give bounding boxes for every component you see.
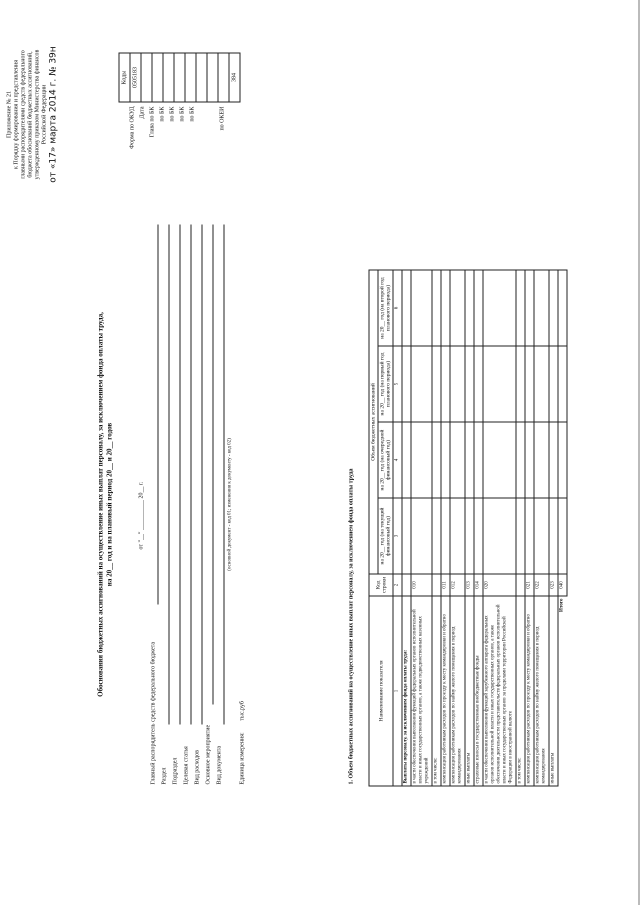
value-cell	[411, 422, 432, 498]
value-cell	[474, 346, 483, 422]
bk-label: по БК	[169, 106, 176, 122]
field-label: Подраздел	[172, 757, 179, 785]
field-label: Основное мероприятие	[205, 724, 212, 785]
value-cell	[465, 346, 474, 422]
col-number: 5	[393, 346, 402, 422]
col-header-year-1: на 20__ год (на текущий финансовый год)	[378, 498, 393, 574]
value-cell	[432, 270, 441, 346]
value-cell	[483, 422, 516, 498]
appendix-line: бюджета обоснований бюджетных ассигнований,	[27, 51, 34, 178]
row-code: 010	[411, 574, 432, 596]
value-cell	[474, 270, 483, 346]
col-number: 6	[393, 270, 402, 346]
row-name: в том числе:	[516, 596, 525, 786]
table-row	[483, 270, 516, 786]
total-row	[558, 270, 567, 786]
value-cell	[402, 270, 411, 346]
total-label: Итого	[558, 596, 567, 786]
field-row	[184, 225, 195, 785]
value-cell	[525, 498, 534, 574]
col-header-year-3: на 20__ год (на первый год планового периода)	[378, 346, 393, 422]
value-cell	[411, 498, 432, 574]
value-cell	[549, 346, 558, 422]
row-name: компенсация работникам расходов по найму жилого помещения в период командирования	[534, 596, 549, 786]
date-label: Дата	[139, 106, 146, 119]
value-cell	[483, 498, 516, 574]
value-cell	[465, 270, 474, 346]
col-header-year-2: на 20__ год (на очередной финансовый год)	[378, 422, 393, 498]
value-cell	[432, 498, 441, 574]
value-cell	[450, 270, 465, 346]
value-cell	[516, 498, 525, 574]
table-row	[474, 270, 483, 786]
value-cell	[441, 270, 450, 346]
title-line-1: Обоснования бюджетных ассигнований на осуществление иных выплат персоналу, за исключением фонда оплаты труда,	[96, 312, 105, 697]
unit-label: Единица измерения:	[239, 732, 246, 785]
appendix-line: утвержденному приказом Министерства финансов	[34, 49, 41, 180]
field-label: Главный распорядитель средств федерального бюджета	[150, 642, 157, 785]
row-code: 012	[450, 574, 465, 596]
value-cell	[525, 422, 534, 498]
value-cell	[432, 346, 441, 422]
field-row	[217, 225, 228, 785]
row-code: 013	[465, 574, 474, 596]
value-cell	[483, 346, 516, 422]
row-code: 014	[474, 574, 483, 596]
value-cell	[549, 498, 558, 574]
field-row	[151, 225, 162, 785]
field-row	[195, 225, 206, 785]
glava-label: Глава по БК	[149, 106, 156, 138]
row-code: 022	[534, 574, 549, 596]
value-cell	[549, 422, 558, 498]
row-code	[402, 574, 411, 596]
section-1-title: 1. Объем бюджетных ассигнований на осуществление иных выплат персоналу, за исключением фонда оплаты труда	[348, 468, 355, 785]
table-row	[450, 270, 465, 786]
value-cell	[549, 270, 558, 346]
row-code	[432, 574, 441, 596]
value-cell	[474, 498, 483, 574]
value-cell	[516, 422, 525, 498]
value-cell	[411, 346, 432, 422]
table-row	[402, 270, 411, 786]
row-code	[516, 574, 525, 596]
total-code: 040	[558, 574, 567, 596]
value-cell	[411, 270, 432, 346]
value-cell	[402, 422, 411, 498]
value-cell	[534, 422, 549, 498]
value-cell	[525, 346, 534, 422]
field-row	[206, 225, 217, 785]
table-row	[441, 270, 450, 786]
value-cell	[534, 498, 549, 574]
bk-label: по БК	[179, 106, 186, 122]
value-cell	[402, 346, 411, 422]
bk-label: по БК	[159, 106, 166, 122]
table-row	[525, 270, 534, 786]
appendix-line: главными распорядителями средств федерального	[20, 50, 27, 179]
value-cell	[450, 422, 465, 498]
row-code: 011	[441, 574, 450, 596]
row-code: 023	[549, 574, 558, 596]
row-name: компенсация работникам расходов по проезду к месту командировки и обратно	[441, 596, 450, 786]
value-cell	[465, 422, 474, 498]
value-cell	[441, 422, 450, 498]
row-name: в том числе:	[432, 596, 441, 786]
date-line: от "__" __________ 20__ г.	[138, 481, 145, 550]
row-name: в части обеспечения выполнения функций зарубежного аппарата федеральных органов исполнительной власти и иных государственных органов, а также обеспечения деятельности представительств федеральных органов исполнительной власти и иных государственных органов за пределами территории Российской Федерации в иностранной валюте	[483, 596, 516, 786]
table-body	[402, 270, 558, 786]
value-cell	[516, 346, 525, 422]
col-header-volume: Объем бюджетных ассигнований	[369, 270, 378, 574]
appropriations-table	[369, 270, 568, 787]
appendix-block	[7, 15, 60, 215]
row-name: иные выплаты	[465, 596, 474, 786]
table-row	[516, 270, 525, 786]
row-name: иные выплаты	[549, 596, 558, 786]
col-number: 1	[393, 596, 402, 786]
field-row	[162, 225, 173, 785]
form-code: 0505183	[130, 53, 141, 102]
field-row	[173, 225, 184, 785]
bk-label: по БК	[189, 106, 196, 122]
row-code: 021	[525, 574, 534, 596]
row-name: компенсация работникам расходов по проезду к месту командировки и обратно	[525, 596, 534, 786]
value-cell	[534, 346, 549, 422]
col-header-name: Наименование показателя	[369, 596, 393, 786]
row-name: в части обеспечения выполнения функций федеральных органов исполнительной власти и иных государственных органов, а также подведомственных казенных учреждений	[411, 596, 432, 786]
table-row	[411, 270, 432, 786]
col-number: 2	[393, 574, 402, 596]
row-code: 020	[483, 574, 516, 596]
row-name: страховые взносы в государственные внебюджетные фонды	[474, 596, 483, 786]
title-line-2: на 20__ год и на плановый период 20__ и 20__ годов	[105, 422, 114, 587]
document-title	[97, 225, 115, 785]
value-cell	[441, 498, 450, 574]
appendix-line: Российской Федерации	[41, 84, 48, 145]
value-cell	[534, 270, 549, 346]
field-label: Вид документа	[216, 745, 223, 785]
codes-labels	[130, 107, 230, 197]
field-label: Целевая статья	[183, 746, 190, 785]
value-cell	[441, 346, 450, 422]
col-header-code: Код строки	[369, 574, 393, 596]
codes-table	[119, 53, 241, 103]
field-label: Вид расходов	[194, 750, 201, 785]
col-header-year-4: на 20__ год (на второй год планового периода)	[378, 270, 393, 346]
table-row	[432, 270, 441, 786]
appendix-line: к Порядку формирования и представления	[13, 60, 20, 169]
appendix-line: Приложение № 21	[6, 91, 13, 138]
value-cell	[465, 498, 474, 574]
okei-label: по ОКЕИ	[219, 106, 226, 131]
value-cell	[432, 422, 441, 498]
value-cell	[483, 270, 516, 346]
value-cell	[450, 498, 465, 574]
header-fields	[151, 225, 252, 785]
unit-row	[240, 225, 252, 785]
value-cell	[525, 270, 534, 346]
value-cell	[402, 498, 411, 574]
col-number: 4	[393, 422, 402, 498]
form-label: Форма по ОКУД	[129, 106, 136, 149]
doc-note: (основной документ - код 01; изменения к документу - код 02)	[227, 438, 233, 571]
field-label: Раздел	[161, 767, 168, 785]
table-row	[549, 270, 558, 786]
value-cell	[450, 346, 465, 422]
row-name: компенсация работникам расходов по найму жилого помещения в период командирования	[450, 596, 465, 786]
row-name: Выплаты персоналу, за исключением фонда оплаты труда:	[402, 596, 411, 786]
unit-value: тыс.руб	[239, 701, 246, 721]
rotated-document-page	[1, 0, 640, 905]
table-row	[534, 270, 549, 786]
table-row	[465, 270, 474, 786]
value-cell	[474, 422, 483, 498]
value-cell	[516, 270, 525, 346]
codes-header: Коды	[119, 53, 130, 102]
okei-code: 384	[229, 53, 240, 102]
appendix-date: от «17» марта 2014 г. № 39н	[48, 46, 59, 183]
col-number: 3	[393, 498, 402, 574]
